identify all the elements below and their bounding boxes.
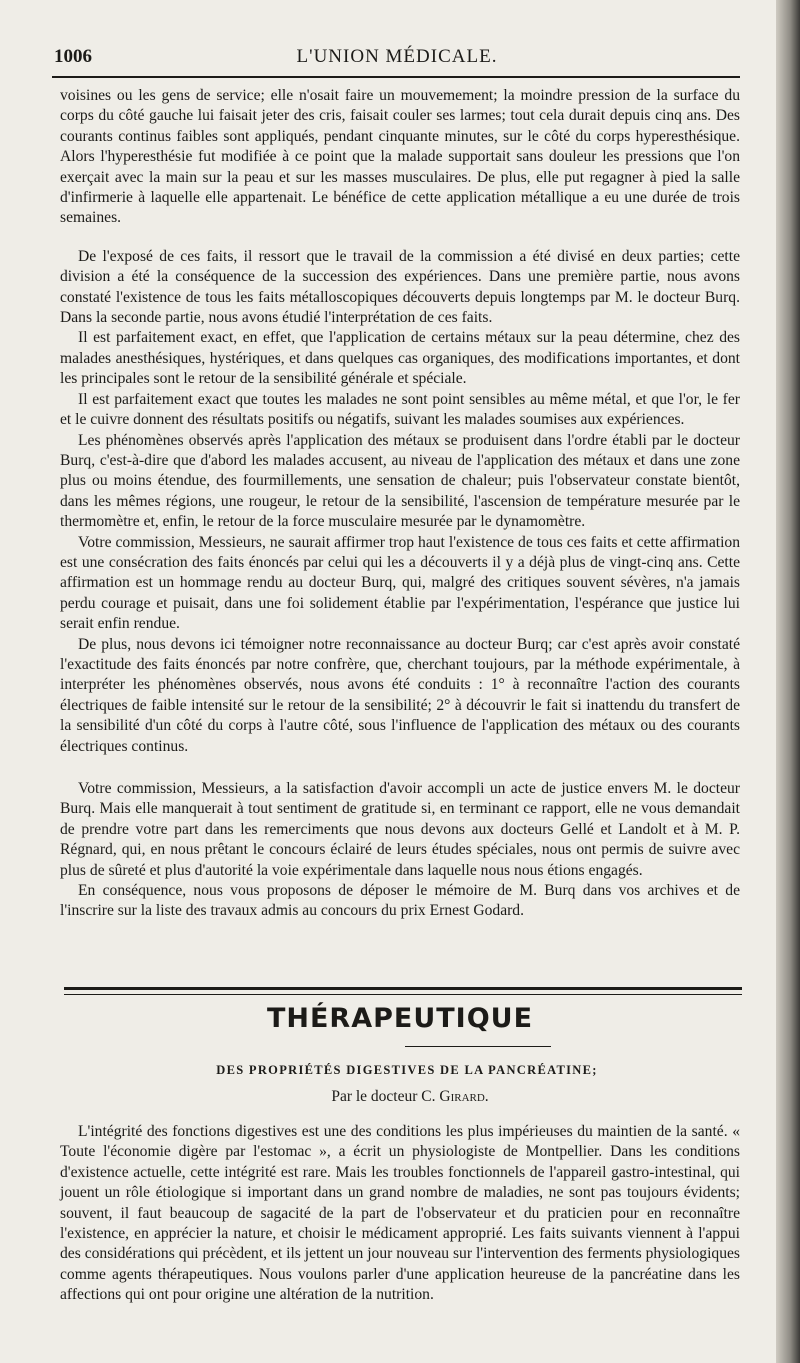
paragraph: Il est parfaitement exact que toutes les malades ne sont point sensibles au même métal, et que l'or, le fer et le cuivre donnent des résultats positifs ou négatifs, suivant les malades soumises aux expériences. bbox=[60, 390, 740, 429]
paragraph: voisines ou les gens de service; elle n'osait faire un mouvemement; la moindre pression de la surface du corps du côté gauche lui faisait jeter des cris, faisait couler ses larmes; tout cela durait depuis cinq ans. Des courants continus faibles sont appliqués, pendant cinquante minutes, sur le côté du corps hyperesthésique. Alors l'hyperesthésie fut modifiée à ce point que la malade supportait sans douleur les pressions que l'on exerçait avec la main sur la peau et sur les masses musculaires. De plus, elle put regagner à pied la salle d'infirmerie à laquelle elle appartenait. Le bénéfice de cette application métallique a eu une durée de trois semaines. bbox=[60, 87, 740, 227]
paragraph: Votre commission, Messieurs, ne saurait affirmer trop haut l'existence de tous ces faits et cette affirmation est une consécration des faits énoncés par celui qui les a découverts il y a déjà plus de vingt-cinq ans. Cette affirmation est un hommage rendu au docteur Burq, qui, malgré des critiques souvent sévères, n'a jamais perdu courage et puisait, dans une foi solidement établie par l'expérimentation, l'espérance que justice lui serait enfin rendue. bbox=[60, 533, 740, 633]
paragraph: Les phénomènes observés après l'application des métaux se produisent dans l'ordre établi par le docteur Burq, c'est-à-dire que d'abord les malades accusent, au niveau de l'application des métaux et dans une zone plus ou moins étendue, des fourmillements, une sensation de chaleur; puis l'observateur constate bientôt, dans les mêmes régions, une rougeur, le retour de la sensibilité, l'ascension de température mesurée par le thermomètre et, enfin, le retour de la force musculaire mesurée par le dynamomètre. bbox=[60, 431, 740, 531]
author-name: C. Girard. bbox=[421, 1088, 489, 1105]
header-rule bbox=[52, 76, 740, 78]
book-spine-shadow bbox=[776, 0, 800, 1363]
paragraph: Il est parfaitement exact, en effet, que l'application de certains métaux sur la peau détermine, chez des malades anesthésiques, hystériques, et dans quelques cas organiques, des modifications importantes, et dont les principales sont le retour de la sensibilité générale et spéciale. bbox=[60, 329, 740, 388]
paragraph: En conséquence, nous vous proposons de déposer le mémoire de M. Burq dans vos archives et de l'inscrire sur la liste des travaux admis au concours du prix Ernest Godard. bbox=[60, 882, 740, 920]
article-body bbox=[60, 1122, 740, 1306]
page-header bbox=[52, 42, 742, 72]
report-body bbox=[60, 86, 740, 922]
paragraph: L'intégrité des fonctions digestives est une des conditions les plus impérieuses du maintien de la santé. « Toute l'économie digère par l'estomac », a écrit un physiologiste de Montpellier. Dans les conditions d'existence actuelle, cette intégrité est rare. Mais les troubles fonctionnels de l'appareil gastro-intestinal, qui jouent un rôle étiologique si important dans un grand nombre de maladies, ne sont pas toujours évidents; souvent, il faut beaucoup de sagacité de la part de l'observateur et du praticien pour en reconnaître l'existence, en apprécier la nature, et choisir le médicament approprié. Les faits suivants viennent à l'appui des considérations qui précèdent, et ils jettent un jour nouveau sur l'intervention des ferments physiologiques comme agents thérapeutiques. Nous voulons parler d'une application heureuse de la pancréatine dans les affections qui ont pour origine une altération de la nutrition. bbox=[60, 1123, 740, 1304]
paragraph: De l'exposé de ces faits, il ressort que le travail de la commission a été divisé en deux parties; cette division a été la conséquence de la succession des expériences. Dans une première partie, nous avons constaté l'existence de tous les faits métalloscopiques découverts depuis longtemps par M. le docteur Burq. Dans la seconde partie, nous avons étudié l'interprétation de ces faits. bbox=[60, 247, 740, 327]
author-line bbox=[240, 1088, 580, 1106]
section-divider bbox=[64, 987, 742, 995]
author-prefix: Par le docteur bbox=[331, 1088, 418, 1105]
running-title: L'UNION MÉDICALE. bbox=[296, 46, 498, 67]
paragraph: Votre commission, Messieurs, a la satisfaction d'avoir accompli un acte de justice envers M. le docteur Burq. Mais elle manquerait à tout sentiment de gratitude si, en terminant ce rapport, elle ne vous demandait de prendre votre part dans les remerciments que nous devons aux docteurs Gellé et Landolt et à M. P. Régnard, qui, en nous prêtant le concours éclairé de leurs études spéciales, nous ont permis de suivre avec plus de sûreté et plus d'autorité la voie expérimentale dans laquelle nous nous étions engagés. bbox=[60, 780, 740, 879]
article-title: DES PROPRIÉTÉS DIGESTIVES DE LA PANCRÉATINE; bbox=[216, 1063, 598, 1077]
title-underline bbox=[405, 1046, 551, 1047]
section-title: THÉRAPEUTIQUE bbox=[266, 1003, 534, 1034]
paragraph: De plus, nous devons ici témoigner notre reconnaissance au docteur Burq; car c'est après avoir constaté l'exactitude des faits énoncés par notre confrère, que, cherchant toujours, par la méthode expérimentale, à interpréter les phénomènes observés, nous avons été conduits : 1° à reconnaître l'action des courants électriques de faible intensité sur le retour de la sensibilité; 2° à découvrir le fait si inattendu du transfert de la sensibilité d'un côté du corps à l'autre côté, sous l'influence de l'application des métaux ou des courants électriques continus. bbox=[60, 635, 740, 755]
page-number: 1006 bbox=[54, 46, 92, 67]
